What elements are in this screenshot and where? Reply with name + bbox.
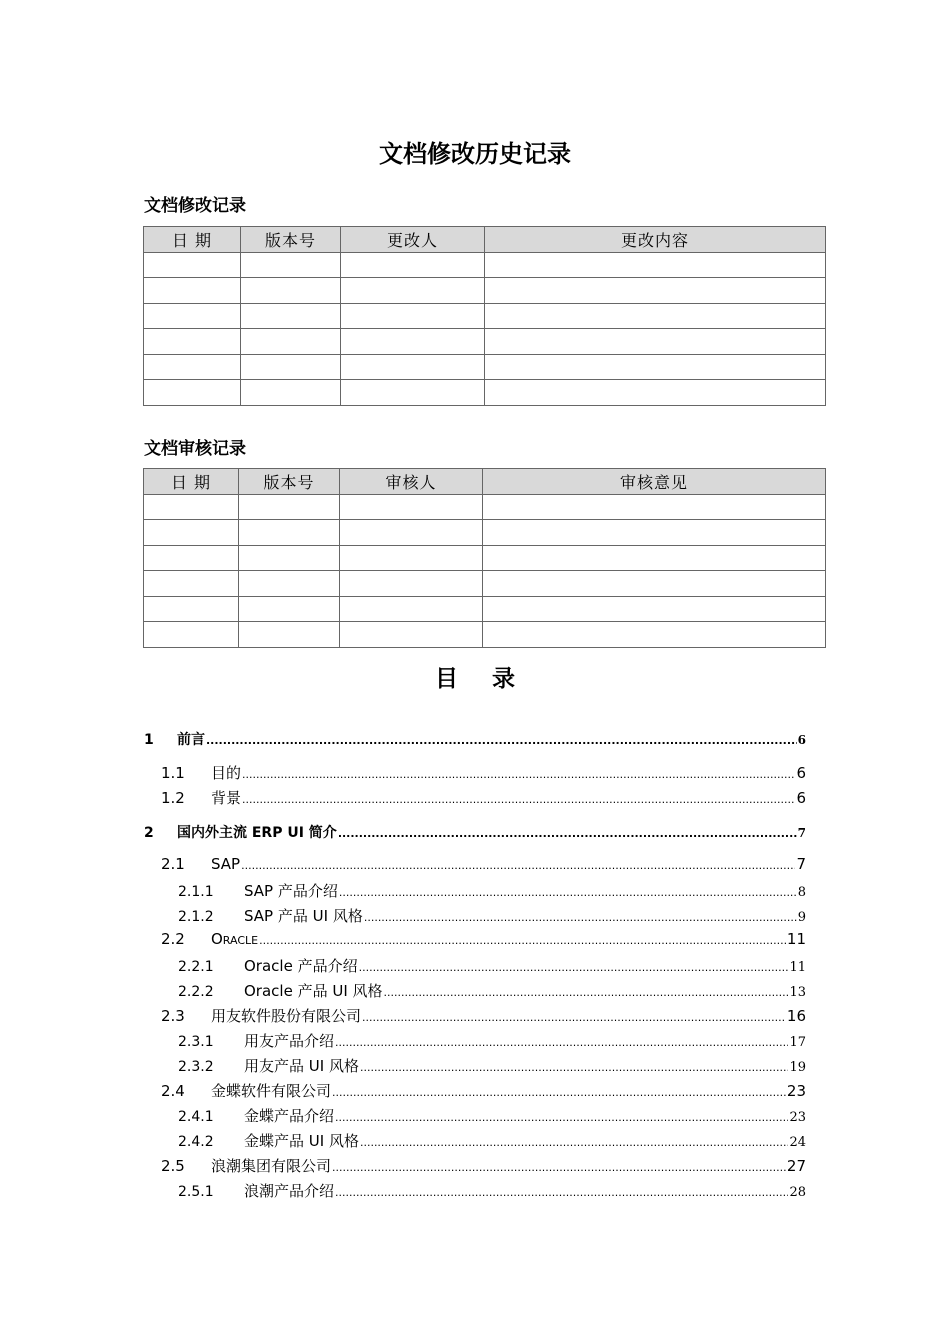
toc-text: 用友产品 UI 风格 [244,1057,359,1075]
toc-entry[interactable] [178,980,806,1001]
toc-number: 2.4.1 [178,1109,214,1125]
toc-text: 用友产品介绍 [244,1032,335,1050]
toc-page: 13 [789,985,806,1000]
table-row [144,622,826,648]
table-row [144,252,826,278]
toc-entry[interactable] [161,1155,806,1176]
toc-leader [332,1082,786,1100]
toc-page: 6 [797,733,806,747]
toc-text: 金蝶软件有限公司 [211,1082,332,1100]
toc-text: 国内外主流 ERP UI 简介 [177,825,337,841]
toc-leader [360,1057,789,1075]
col-reviewer: 审核人 [340,469,483,495]
toc-number: 2.3.2 [178,1059,214,1075]
table-header-row [144,227,826,253]
toc-page: 28 [789,1185,806,1200]
col-date: 日 期 [144,227,241,253]
toc-text: SAP [211,855,241,873]
table-row [144,494,826,520]
toc-number: 2.1 [161,855,185,873]
toc-number: 2.3 [161,1007,185,1025]
toc-entry[interactable] [178,1055,806,1076]
toc-page: 24 [789,1135,806,1150]
toc-page: 8 [797,885,806,900]
toc-leader [384,982,789,1000]
toc-number: 2.1.1 [178,884,214,900]
toc-text: Oracle 产品 UI 风格 [244,982,383,1000]
toc-number: 1.2 [161,789,185,807]
toc-page: 6 [796,789,806,807]
modify-record-heading: 文档修改记录 [144,196,246,216]
toc-page: 16 [786,1007,806,1025]
toc-number: 1 [144,732,154,748]
toc-number: 2.2.1 [178,959,214,975]
review-record-heading: 文档审核记录 [144,439,246,459]
toc-number: 2.1.2 [178,909,214,925]
toc-entry[interactable] [144,729,806,749]
toc-leader [359,957,789,975]
toc-text: SAP 产品 UI 风格 [244,907,363,925]
toc-leader [338,825,797,841]
col-review-opinion: 审核意见 [483,469,826,495]
toc-leader [339,882,797,900]
toc-leader [241,855,795,873]
toc-leader [206,732,797,748]
table-row [144,354,826,380]
col-change-content: 更改内容 [485,227,826,253]
toc-page: 11 [789,960,806,975]
table-row [144,329,826,355]
toc-number: 2.2.2 [178,984,214,1000]
toc-text: SAP 产品介绍 [244,882,338,900]
toc-number: 2.4 [161,1082,185,1100]
toc-entry[interactable] [161,1005,806,1026]
toc-leader [242,764,795,782]
toc-entry[interactable] [178,880,806,901]
toc-page: 7 [797,826,806,840]
toc-leader [360,1132,789,1150]
toc-leader [335,1182,788,1200]
table-row [144,571,826,597]
toc-text: 浪潮集团有限公司 [211,1157,332,1175]
toc-leader [242,789,795,807]
toc-number: 2.4.2 [178,1134,214,1150]
toc-text: 用友软件股份有限公司 [211,1007,362,1025]
toc-entry[interactable] [161,762,806,783]
toc-text: 前言 [177,732,205,748]
toc-leader [335,1032,788,1050]
toc-entry[interactable] [178,955,806,976]
toc-leader [364,907,797,925]
toc-page: 6 [796,764,806,782]
toc-text: 金蝶产品介绍 [244,1107,335,1125]
table-row [144,520,826,546]
toc-leader [259,930,786,948]
toc-text: Oracle 产品介绍 [244,957,358,975]
table-row [144,278,826,304]
table-header-row [144,469,826,495]
toc-text: 浪潮产品介绍 [244,1182,335,1200]
toc-entry[interactable] [144,822,806,842]
toc-leader [362,1007,786,1025]
toc-page: 7 [796,855,806,873]
table-row [144,303,826,329]
toc-entry[interactable] [178,1130,806,1151]
toc-entry[interactable] [178,1105,806,1126]
table-row [144,545,826,571]
toc-entry[interactable] [178,1180,806,1201]
toc-number: 2.5 [161,1157,185,1175]
col-modifier: 更改人 [341,227,485,253]
table-row [144,380,826,406]
review-record-table [143,468,826,648]
toc-page: 11 [786,930,806,948]
toc-text: 背景 [211,789,242,807]
toc-entry[interactable] [161,930,806,948]
col-version: 版本号 [241,227,341,253]
toc-page: 9 [797,910,806,925]
toc-title: 目录 [435,666,549,692]
modify-record-table [143,226,826,406]
toc-entry[interactable] [161,1080,806,1101]
toc-text: 目的 [211,764,242,782]
toc-text: 金蝶产品 UI 风格 [244,1132,359,1150]
toc-page: 23 [786,1082,806,1100]
toc-number: 2 [144,825,154,841]
toc-page: 23 [789,1110,806,1125]
toc-page: 27 [786,1157,806,1175]
toc-number: 2.5.1 [178,1184,214,1200]
toc-number: 2.2 [161,930,185,948]
toc-entry[interactable] [161,855,806,873]
toc-page: 17 [789,1035,806,1050]
toc-number: 1.1 [161,764,185,782]
toc-entry[interactable] [178,905,806,926]
toc-leader [335,1107,788,1125]
toc-entry[interactable] [161,787,806,808]
toc-leader [332,1157,786,1175]
table-row [144,596,826,622]
col-date: 日 期 [144,469,239,495]
page-title: 文档修改历史记录 [379,140,571,168]
col-version: 版本号 [239,469,340,495]
toc-text: Oracle [211,930,259,948]
toc-page: 19 [789,1060,806,1075]
toc-entry[interactable] [178,1030,806,1051]
toc-number: 2.3.1 [178,1034,214,1050]
